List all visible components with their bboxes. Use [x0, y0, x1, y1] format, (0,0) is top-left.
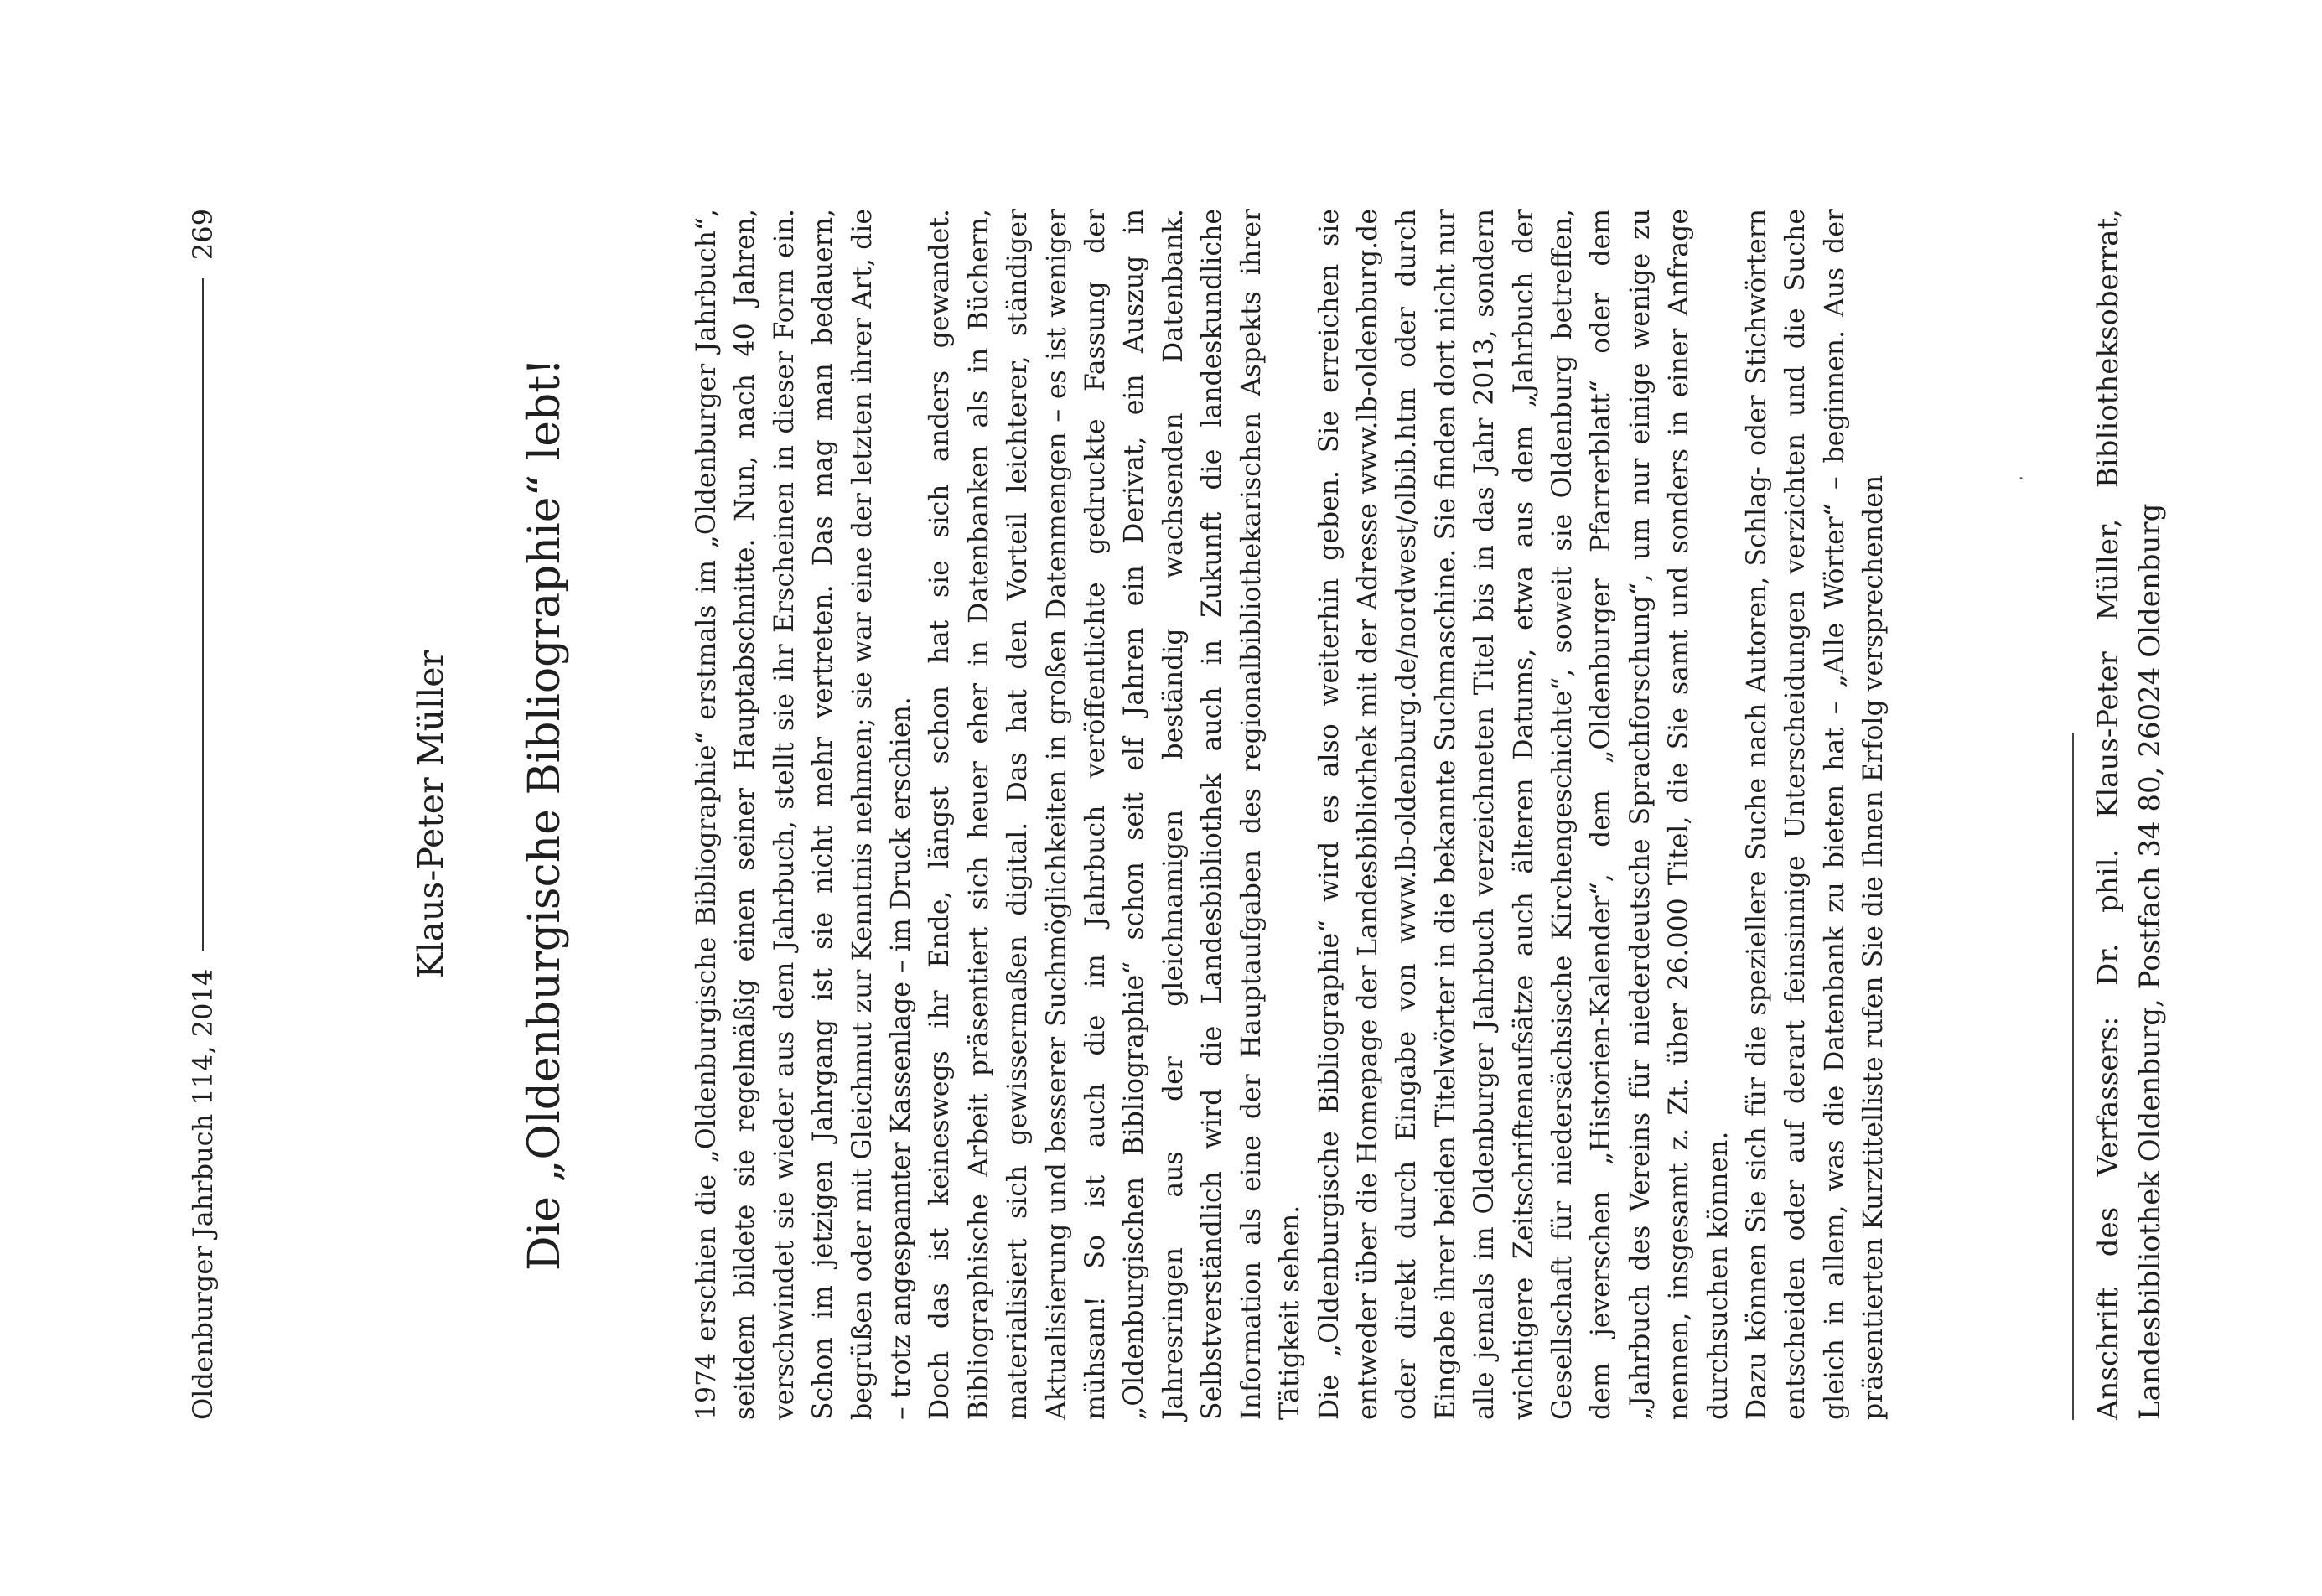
paragraph-2: Doch das ist keineswegs ihr Ende, längst schon hat sie sich anders gewandet. Bibliographische Arbeit präsentiert sich heuer eher in Datenbanken als in Büchern, materialisiert sich gewissermaßen digital. Das hat den Vorteil leichterer, ständiger Aktualisierung und besserer Suchmöglichkeiten in großen Datenmengen – es ist weniger mühsam! So ist auch die im Jahrbuch veröffentlichte gedruckte Fassung der „Oldenburgischen Bibliographie“ schon seit elf Jahren ein Derivat, ein Auszug in Jahresringen aus der gleichnamigen beständig wachsenden Datenbank. Selbstverständlich wird die Landesbibliothek auch in Zukunft die landeskundliche Information als eine der Hauptaufgaben des regionalbibliothekarischen Aspekts ihrer Tätigkeit sehen.: [925, 209, 1306, 1420]
author-name: Klaus-Peter Müller: [411, 650, 451, 979]
footnote: Anschrift des Verfassers: Dr. phil. Klaus-Peter Müller, Bibliotheksoberrat, Landesbibliothek Oldenburg, Postfach 34 80, 26024 Oldenburg: [2091, 209, 2167, 1420]
running-header: [186, 209, 220, 1420]
journal-name: Oldenburger Jahrbuch 114, 2014: [187, 968, 219, 1420]
paragraph-4: Dazu können Sie sich für die speziellere Suche nach Autoren, Schlag- oder Stichwörtern entscheiden oder auf derart feinsinnige Unterscheidungen verzichten und die Suche gleich in allem, was die Datenbank zu bieten hat – „Alle Wörter“ – beginnen. Aus der präsentierten Kurztitelliste rufen Sie die Ihnen Erfolg versprechenden: [1741, 209, 1889, 1420]
page-number: 269: [187, 209, 219, 261]
paragraph-3: Die „Oldenburgische Bibliographie“ wird es also weiterhin geben. Sie erreichen sie entweder über die Homepage der Landesbibliothek mit der Adresse www.lb-oldenburg.de oder direkt durch Eingabe von www.lb-oldenburg.de/nordwest/olbib.htm oder durch Eingabe ihrer beiden Titelwörter in die bekannte Suchmaschine. Sie finden dort nicht nur alle jemals im Oldenburger Jahrbuch verzeichneten Titel bis in das Jahr 2013, sondern wichtigere Zeitschriftenaufsätze auch älteren Datums, etwa aus dem „Jahrbuch der Gesellschaft für niedersächsische Kirchengeschichte“, soweit sie Oldenburg betreffen, dem jeverschen „Historien-Kalender“, dem „Oldenburger Pfarrerblatt“ oder dem „Jahrbuch des Vereins für niederdeutsche Sprachforschung“, um nur einige wenige zu nennen, insgesamt z. Zt. über 26.000 Titel, die Sie samt und sonders in einer Anfrage durchsuchen können.: [1314, 209, 1734, 1420]
stray-mark: ·: [2012, 475, 2033, 481]
paragraph-1: 1974 erschien die „Oldenburgische Bibliographie“ erstmals im „Oldenburger Jahrbuch“, seitdem bildete sie regelmäßig einen seiner Hauptabschnitte. Nun, nach 40 Jahren, verschwindet sie wieder aus dem Jahrbuch, stellt sie ihr Erscheinen in dieser Form ein. Schon im jetzigen Jahrgang ist sie nicht mehr vertreten. Das mag man bedauern, begrüßen oder mit Gleichmut zur Kenntnis nehmen; sie war eine der letzten ihrer Art, die – trotz angespannter Kassenlage – im Druck erschien.: [692, 209, 917, 1420]
article-title: Die „Oldenburgische Bibliographie“ lebt!: [520, 357, 570, 1272]
article-body: [687, 209, 1894, 1420]
header-rule: [202, 278, 204, 951]
footnote-rule: [2072, 733, 2074, 1420]
